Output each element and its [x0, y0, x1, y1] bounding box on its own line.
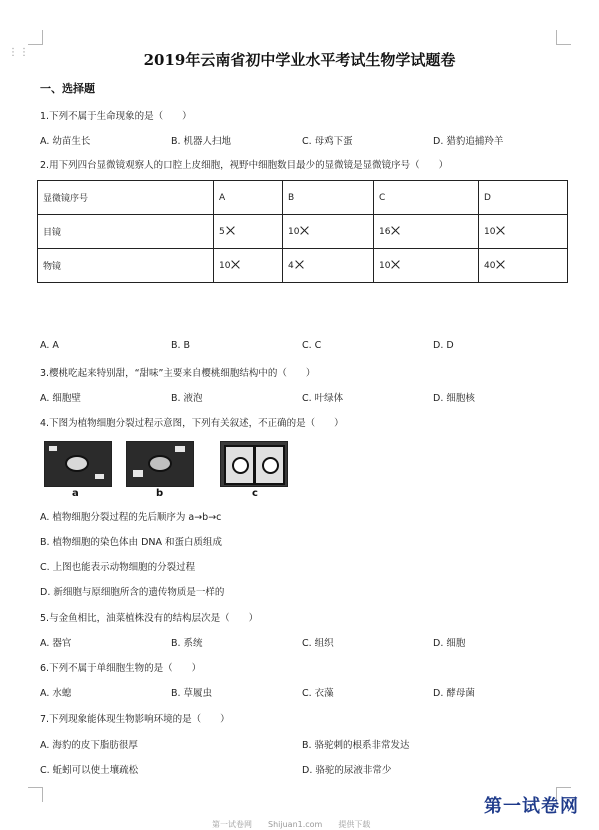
table-cell — [214, 215, 283, 249]
question-1-stem: 1.下列不属于生命现象的是（ ） — [40, 111, 192, 122]
table-cell — [479, 215, 568, 249]
question-6-stem: 6.下列不属于单细胞生物的是（ ） — [40, 663, 202, 674]
table-cell — [214, 249, 283, 283]
page-corner-top-left — [28, 30, 43, 45]
question-7-stem: 7.下列现象能体现生物影响环境的是（ ） — [40, 714, 230, 725]
question-1-option-a: A. 幼苗生长 — [40, 136, 91, 147]
question-2-stem: 2.用下列四台显微镜观察人的口腔上皮细胞，视野中细胞数目最少的显微镜是显微镜序号（ ） — [40, 160, 449, 171]
cell-division-image-a — [44, 441, 112, 487]
question-7-option-b: B. 骆驼刺的根系非常发达 — [302, 740, 410, 751]
question-4-option-a: A. 植物细胞分裂过程的先后顺序为 a→b→c — [40, 512, 222, 523]
table-header-cell: D — [479, 181, 568, 215]
question-6-option-d: D. 酵母菌 — [433, 688, 475, 699]
question-5-stem: 5.与金鱼相比，油菜植株没有的结构层次是（ ） — [40, 613, 259, 624]
image-label-b: b — [156, 488, 164, 499]
multiply-icon — [496, 260, 505, 269]
question-2-option-c: C. C — [302, 340, 322, 351]
question-3-option-d: D. 细胞核 — [433, 393, 475, 404]
table-cell — [479, 249, 568, 283]
question-6-option-a: A. 水螅 — [40, 688, 72, 699]
cell-value: 10 — [379, 261, 391, 271]
question-1-option-b: B. 机器人扫地 — [171, 136, 232, 147]
table-header-cell: C — [374, 181, 479, 215]
question-3-option-c: C. 叶绿体 — [302, 393, 344, 404]
table-cell — [374, 215, 479, 249]
table-row-label: 物镜 — [38, 249, 214, 283]
question-2-option-b: B. B — [171, 340, 191, 351]
brand-watermark: 第一试卷网 — [484, 796, 579, 817]
question-5-option-b: B. 系统 — [171, 638, 203, 649]
question-3-option-a: A. 细胞壁 — [40, 393, 81, 404]
table-header-cell: B — [283, 181, 374, 215]
question-6-option-b: B. 草履虫 — [171, 688, 213, 699]
cell-value: 16 — [379, 227, 391, 237]
question-3-option-b: B. 液泡 — [171, 393, 203, 404]
question-4-option-c: C. 上图也能表示动物细胞的分裂过程 — [40, 562, 196, 573]
page-corner-bottom-left — [28, 787, 43, 802]
page-title: 2019年云南省初中学业水平考试生物学试题卷 — [143, 51, 456, 69]
cell-value: 5 — [219, 227, 225, 237]
table-header-cell: 显微镜序号 — [38, 181, 214, 215]
multiply-icon — [300, 226, 309, 235]
drag-handle-icon[interactable]: ⋮⋮ — [8, 47, 30, 58]
table-header-row — [38, 181, 568, 215]
multiply-icon — [496, 226, 505, 235]
image-label-c: c — [252, 488, 258, 499]
question-5-option-c: C. 组织 — [302, 638, 334, 649]
question-6-option-c: C. 衣藻 — [302, 688, 334, 699]
cell-value: 10 — [484, 227, 496, 237]
table-cell — [283, 215, 374, 249]
multiply-icon — [391, 226, 400, 235]
question-2-option-a: A. A — [40, 340, 59, 351]
page-footer: 第一试卷网 Shijuan1.com 提供下载 — [212, 820, 371, 829]
question-7-option-d: D. 骆驼的尿液非常少 — [302, 765, 392, 776]
multiply-icon — [231, 260, 240, 269]
multiply-icon — [391, 260, 400, 269]
cell-division-image-b — [126, 441, 194, 487]
question-3-stem: 3.樱桃吃起来特别甜，“甜味”主要来自樱桃细胞结构中的（ ） — [40, 368, 316, 379]
cell-value: 10 — [288, 227, 300, 237]
question-4-option-b: B. 植物细胞的染色体由 DNA 和蛋白质组成 — [40, 537, 223, 548]
microscope-table — [37, 180, 568, 283]
question-4-option-d: D. 新细胞与原细胞所含的遗传物质是一样的 — [40, 587, 225, 598]
question-5-option-d: D. 细胞 — [433, 638, 466, 649]
cell-value: 4 — [288, 261, 294, 271]
question-4-stem: 4.下图为植物细胞分裂过程示意图，下列有关叙述，不正确的是（ ） — [40, 418, 344, 429]
table-row-label: 目镜 — [38, 215, 214, 249]
table-row — [38, 215, 568, 249]
section-heading: 一、选择题 — [40, 82, 95, 95]
cell-division-image-c — [220, 441, 288, 487]
table-row — [38, 249, 568, 283]
image-label-a: a — [72, 488, 79, 499]
multiply-icon — [295, 260, 304, 269]
question-7-option-a: A. 海豹的皮下脂肪很厚 — [40, 740, 138, 751]
cell-value: 10 — [219, 261, 231, 271]
table-cell — [283, 249, 374, 283]
question-5-option-a: A. 器官 — [40, 638, 72, 649]
question-2-option-d: D. D — [433, 340, 454, 351]
cell-value: 40 — [484, 261, 496, 271]
question-1-option-d: D. 猎豹追捕羚羊 — [433, 136, 504, 147]
table-header-cell: A — [214, 181, 283, 215]
table-cell — [374, 249, 479, 283]
page-corner-top-right — [556, 30, 571, 45]
question-1-option-c: C. 母鸡下蛋 — [302, 136, 353, 147]
question-7-option-c: C. 蚯蚓可以使土壤疏松 — [40, 765, 139, 776]
multiply-icon — [226, 226, 235, 235]
